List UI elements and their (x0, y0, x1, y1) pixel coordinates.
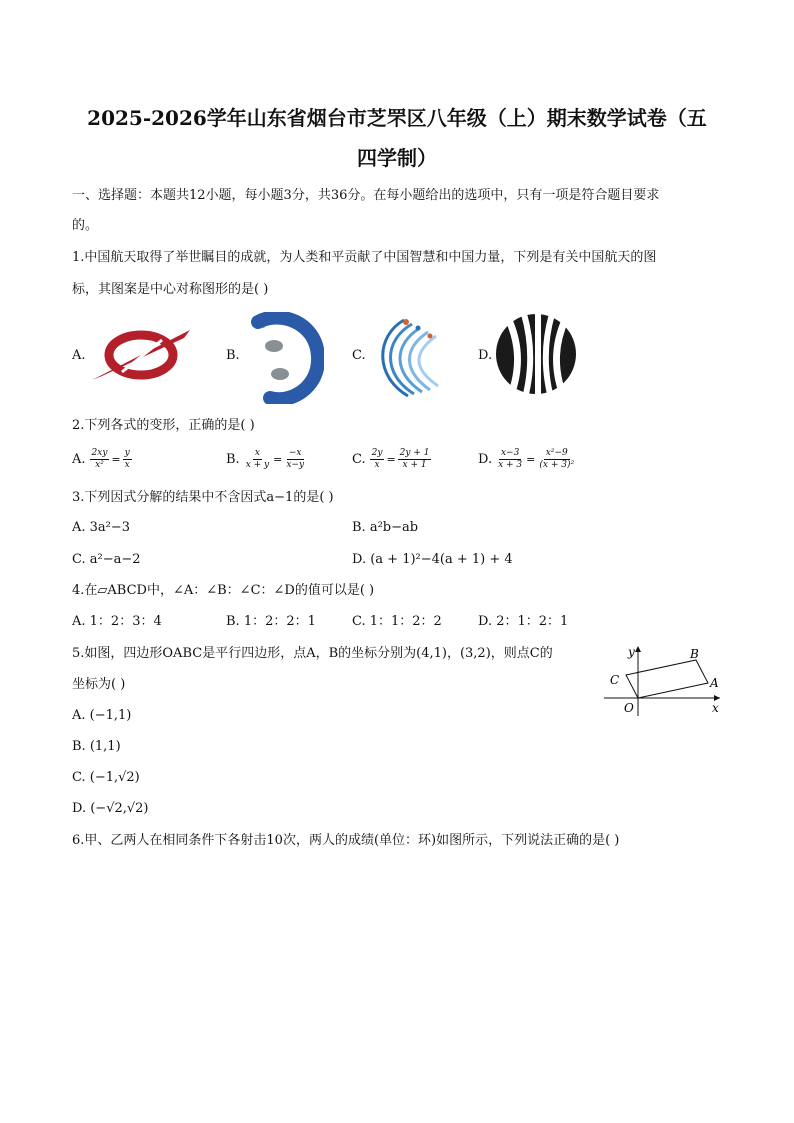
q5-option-c: C. (−1,√2) (72, 770, 140, 785)
q2-stem: 2.下列各式的变形，正确的是( ) (72, 418, 255, 433)
q1-option-a-logo (88, 320, 194, 386)
q2-d-right-num: x²−9 (545, 448, 568, 458)
q5-label-o: O (624, 701, 634, 715)
q2-b-left-num: x (254, 448, 260, 458)
q2-d-left-den: x + 3 (498, 460, 523, 470)
q2-b-right-den: x−y (286, 460, 305, 470)
q1-option-b-label: B. (226, 348, 240, 363)
q2-option-b: B. $\frac{x}{x + y}$ = $\frac{-x}{x-y}$ (226, 448, 305, 470)
q2-a-right-den: x (124, 460, 130, 470)
q1-stem-line1: 1.中国航天取得了举世瞩目的成就，为人类和平贡献了中国智慧和中国力量，下列是有关中国航天的图 (72, 250, 657, 265)
q3-option-a: A. 3a²−3 (72, 520, 131, 535)
q4-stem: 4.在▱ABCD中，∠A：∠B：∠C：∠D的值可以是( ) (72, 583, 375, 598)
q5-label-b: B (690, 647, 699, 661)
q2-option-c: C. $\frac{2y}{x}$ = $\frac{2y + 1}{x + 1}$ (352, 448, 430, 470)
q5-label-c: C (610, 673, 620, 687)
q5-option-d: D. (−√2,√2) (72, 801, 149, 816)
q2-option-d: D. $\frac{x-3}{x + 3}$ = $\frac{\text{x²−9}}{\text{(x + 3)²}}$ (478, 448, 575, 470)
q2-c-left-num: 2y (371, 448, 383, 458)
q4-option-d: D. 2：1：2：1 (478, 614, 569, 629)
section-instructions-line2: 的。 (72, 218, 99, 233)
q1-option-d-logo (494, 314, 578, 394)
q6-stem: 6.甲、乙两人在相同条件下各射击10次，两人的成绩(单位：环)如图所示，下列说法正确的是( ) (72, 833, 620, 848)
q2-a-left-den: x² (95, 460, 104, 470)
q2-option-b-label: B. (226, 451, 240, 467)
q2-option-c-label: C. (352, 451, 366, 467)
q4-option-b: B. 1：2：2：1 (226, 614, 316, 629)
q2-b-left-den: x + y (245, 460, 270, 470)
q1-option-a-label: A. (72, 348, 86, 363)
q2-d-left-num: x−3 (500, 448, 520, 458)
q2-option-a: A. $\frac{2xy}{\text{x²}}$ = $\frac{y}{x}$ (72, 448, 130, 470)
q2-option-a-label: A. (72, 451, 86, 467)
q3-option-d: D. (a + 1)²−4(a + 1) + 4 (352, 552, 513, 567)
q2-b-right-num: −x (288, 448, 302, 458)
q1-stem-line2: 标，其图案是中心对称图形的是( ) (72, 282, 269, 297)
q1-option-d-label: D. (478, 348, 493, 363)
q4-option-c: C. 1：1：2：2 (352, 614, 442, 629)
q5-stem-line1: 5.如图，四边形OABC是平行四边形，点A，B的坐标分别为(4,1)，(3,2)，则点C的 (72, 646, 553, 661)
q3-stem: 3.下列因式分解的结果中不含因式a−1的是( ) (72, 490, 334, 505)
q5-parallelogram-figure (604, 642, 726, 718)
q1-option-c-label: C. (352, 348, 366, 363)
q5-label-a: A (710, 676, 719, 690)
q4-option-a: A. 1：2：3：4 (72, 614, 162, 629)
q3-option-c: C. a²−a−2 (72, 552, 141, 567)
q2-c-left-den: x (374, 460, 380, 470)
q2-d-right-den: (x + 3)² (539, 460, 575, 470)
q1-option-b-logo (240, 312, 324, 404)
q3-option-b: B. a²b−ab (352, 520, 419, 535)
q5-label-y: y (628, 645, 635, 659)
exam-title-line2: 四学制） (357, 146, 437, 170)
q2-c-right-num: 2y + 1 (399, 448, 430, 458)
q2-option-d-label: D. (478, 451, 493, 467)
q5-option-a: A. (−1,1) (72, 708, 132, 723)
q2-a-right-num: y (124, 448, 130, 458)
q5-option-b: B. (1,1) (72, 739, 121, 754)
section-instructions-line1: 一、选择题：本题共12小题，每小题3分，共36分。在每小题给出的选项中，只有一项是符合题目要求 (72, 188, 660, 203)
q5-stem-line2: 坐标为( ) (72, 677, 126, 692)
q1-option-c-logo (368, 312, 448, 402)
exam-title-line1: 2025-2026学年山东省烟台市芝罘区八年级（上）期末数学试卷（五 (87, 106, 707, 130)
q5-label-x: x (712, 701, 719, 715)
q2-c-right-den: x + 1 (402, 460, 427, 470)
q2-a-left-num: 2xy (91, 448, 108, 458)
